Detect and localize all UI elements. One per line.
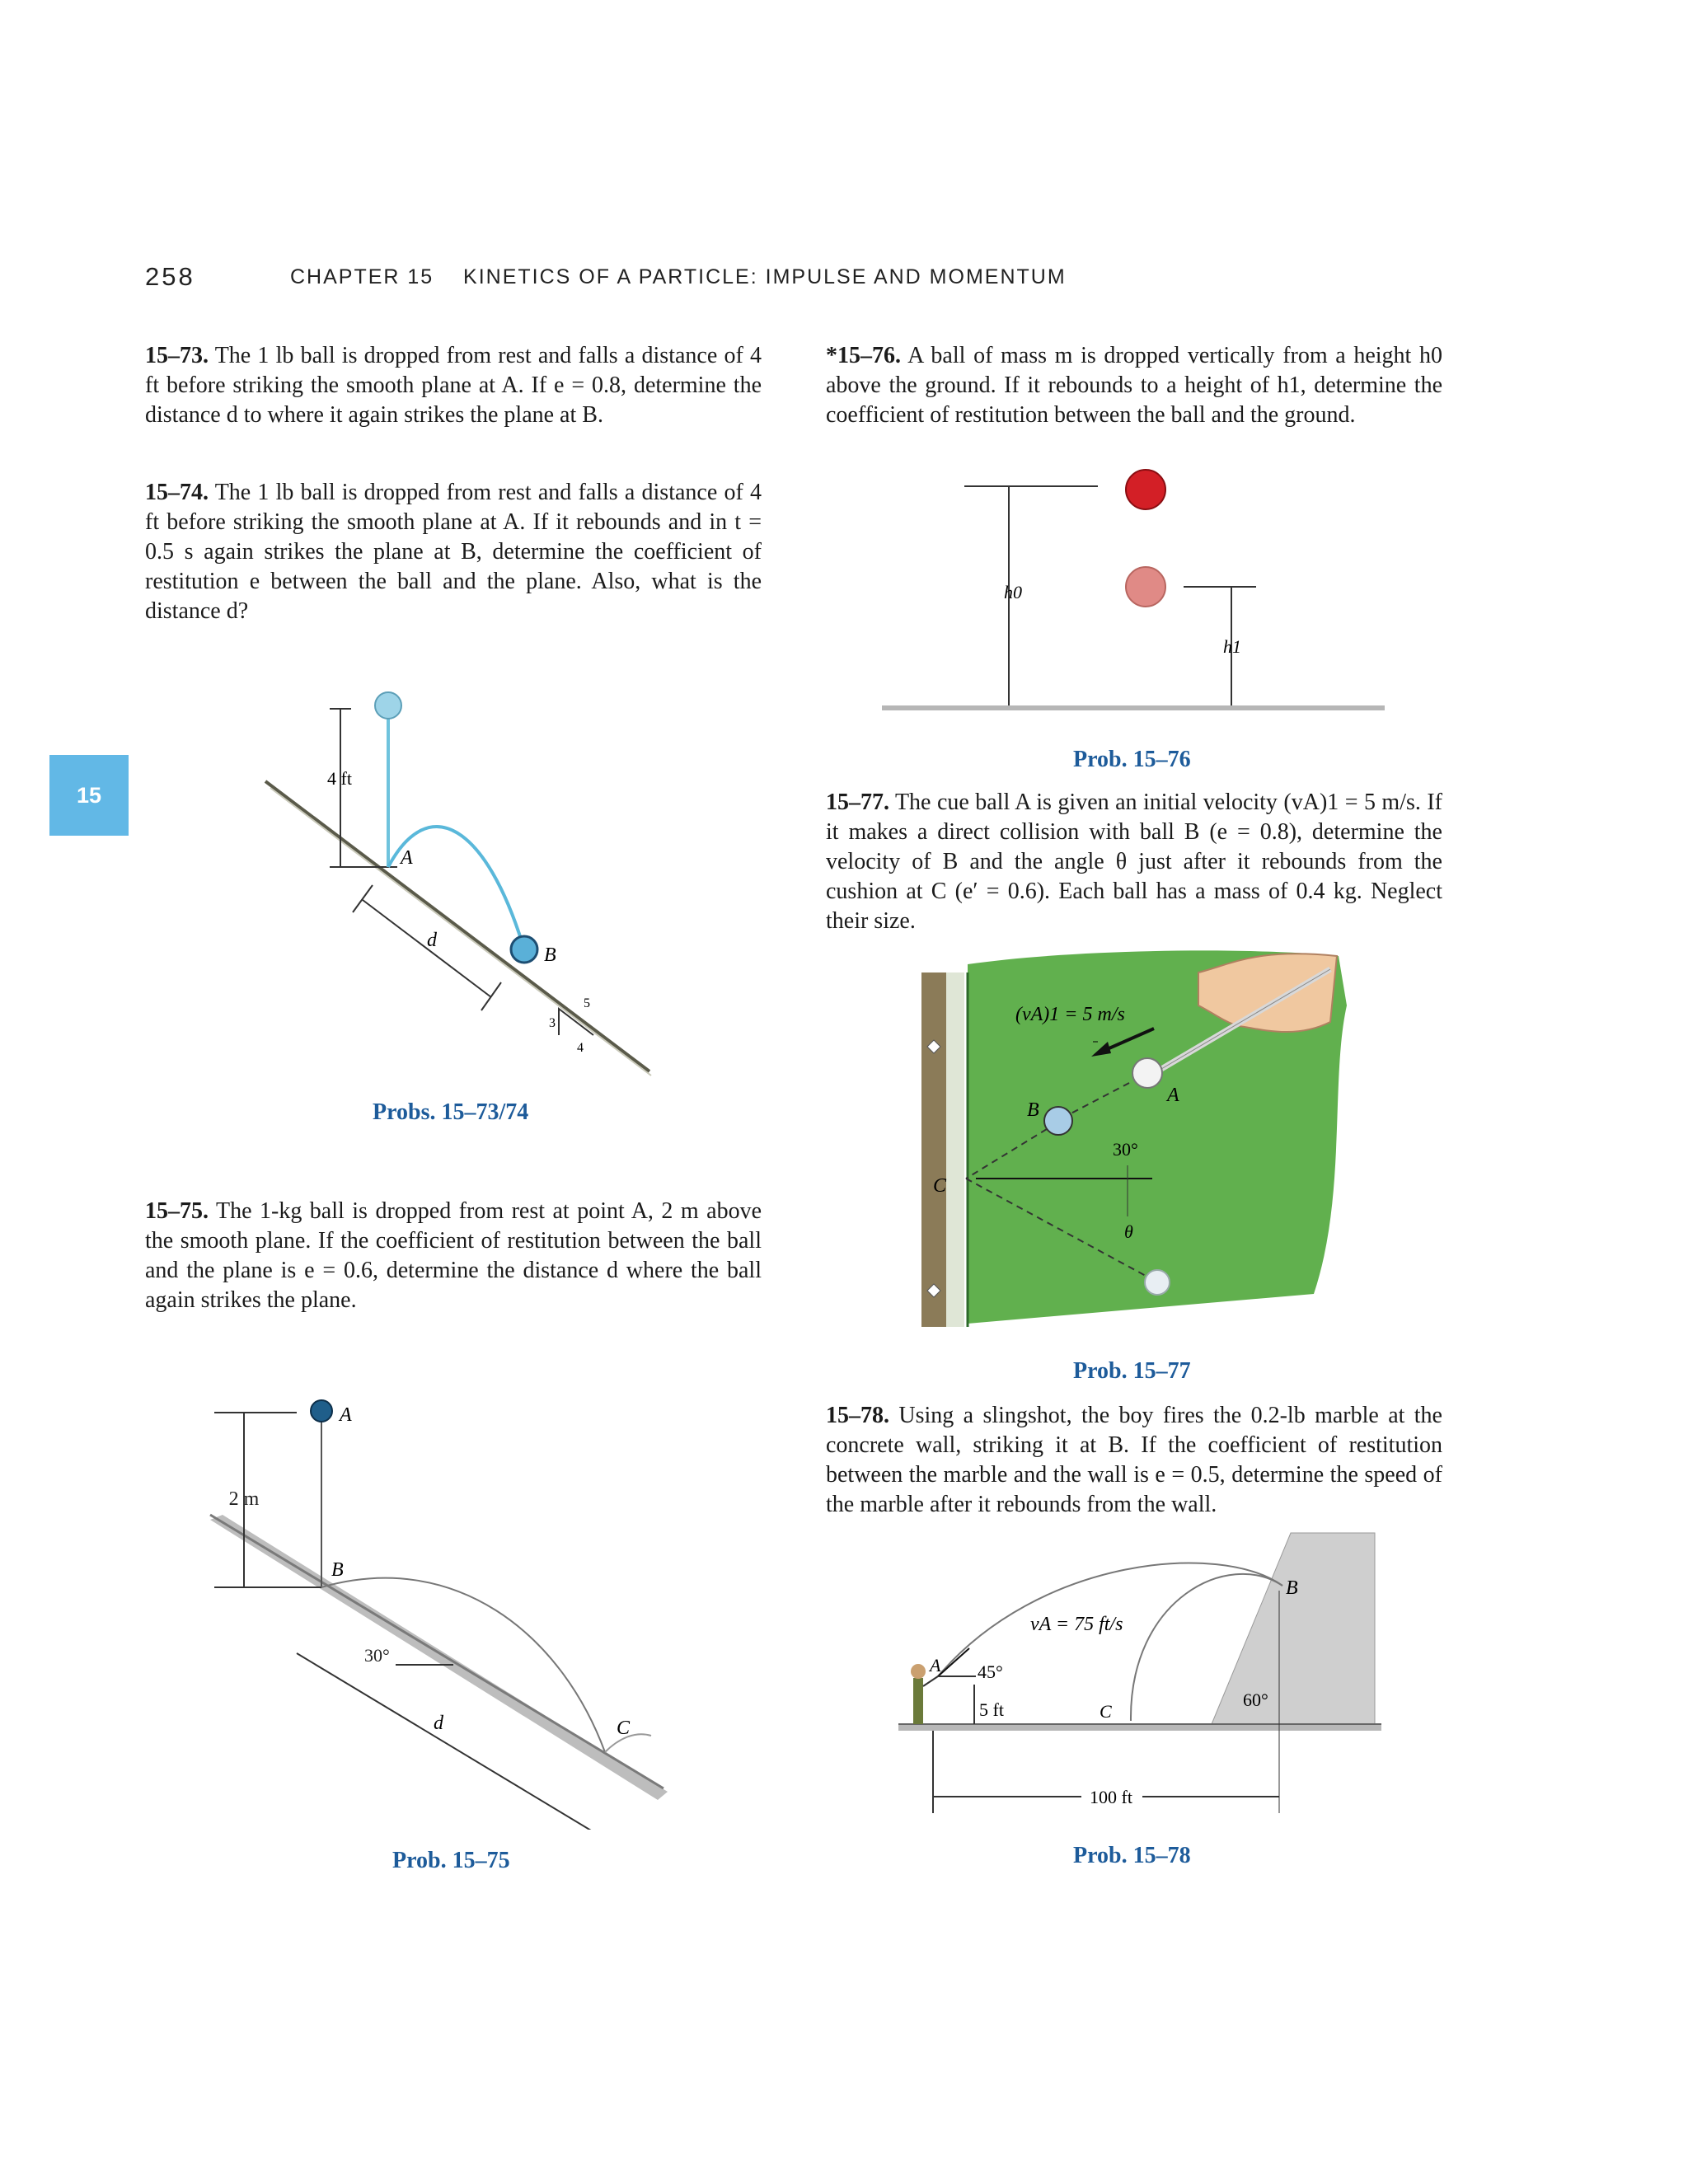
ball-initial [1126, 470, 1165, 509]
angle-theta-label: θ [1124, 1221, 1133, 1242]
problem-15-75 [145, 1197, 762, 1315]
problem-number: 15–74. [145, 480, 209, 505]
distance-label: d [434, 1713, 443, 1734]
chapter-side-tab: 15 [49, 755, 129, 836]
figure-15-75 [206, 1385, 717, 1830]
point-c-label: C [1100, 1701, 1112, 1722]
point-b-label: B [544, 944, 556, 966]
point-a-label: A [401, 847, 413, 869]
problem-text: The 1 lb ball is dropped from rest and falls a distance of 4 ft before striking the smooth plane at A. If e = 0.8, determine the distance d to where it again strikes the plane at B. [145, 343, 762, 428]
caption-15-75: Prob. 15–75 [392, 1848, 510, 1873]
problem-number: 15–78. [826, 1403, 889, 1428]
height-label: 5 ft [979, 1699, 1004, 1720]
height-label: 4 ft [327, 768, 352, 789]
angle-45-label: 45° [978, 1661, 1003, 1682]
problem-text: The 1 lb ball is dropped from rest and falls a distance of 4 ft before striking the smooth plane at A. If it rebounds and in t = 0.5 s again strikes the plane at B, determine the coefficient of restitution e between the ball and the plane. Also, what is the distance d? [145, 480, 762, 624]
height-label: 2 m [228, 1488, 260, 1510]
figure-15-76 [882, 462, 1393, 725]
slope-rise: 3 [549, 1016, 556, 1030]
caption-15-77: Prob. 15–77 [1073, 1358, 1191, 1384]
problem-15-73 [145, 341, 762, 430]
inclined-plane [265, 781, 649, 1071]
cue-ball-a [1132, 1058, 1162, 1088]
problem-text: Using a slingshot, the boy fires the 0.2-lb marble at the concrete wall, striking it at B. If the coefficient of restitution between the marble and the wall is e = 0.5, determine the speed of the marble after it rebounds from the wall. [826, 1403, 1442, 1517]
ground [882, 705, 1385, 710]
velocity-label: vA = 75 ft/s [1030, 1614, 1123, 1635]
point-c-label: C [617, 1718, 631, 1739]
distance-dimension [297, 1653, 595, 1830]
caption-15-73-74: Probs. 15–73/74 [373, 1099, 529, 1125]
distance-label: d [427, 930, 437, 951]
ball-b [1044, 1107, 1072, 1135]
chapter-title: KINETICS OF A PARTICLE: IMPULSE AND MOMENTUM [463, 265, 1067, 288]
table-rail [921, 972, 946, 1327]
h1-label: h1 [1223, 636, 1241, 657]
problem-15-78 [826, 1401, 1442, 1520]
problem-15-77 [826, 788, 1442, 936]
ball-initial [375, 692, 401, 719]
concrete-wall [1212, 1533, 1375, 1724]
ball-a [311, 1400, 332, 1422]
ground [898, 1724, 1381, 1731]
point-b-label: B [331, 1559, 344, 1581]
ball-at-b [511, 936, 537, 963]
angle-60-label: 60° [1243, 1690, 1268, 1710]
angle-30-label: 30° [1113, 1139, 1138, 1160]
caption-15-78: Prob. 15–78 [1073, 1843, 1191, 1868]
boy [913, 1678, 923, 1724]
slope-hyp: 5 [584, 996, 590, 1010]
point-b-label: B [1027, 1099, 1039, 1121]
problem-number: *15–76. [826, 343, 901, 368]
point-a-label: A [340, 1404, 352, 1426]
slope-triangle [559, 1009, 593, 1035]
cushion [946, 972, 964, 1327]
point-a-label: A [930, 1655, 941, 1675]
h0-label: h0 [1004, 582, 1022, 602]
problem-15-76 [826, 341, 1442, 430]
problem-15-74 [145, 478, 762, 626]
velocity-label: (vA)1 = 5 m/s [1015, 1004, 1125, 1025]
point-a-label: A [1167, 1085, 1179, 1106]
ball-rebound [1126, 567, 1165, 607]
problem-number: 15–73. [145, 343, 209, 368]
figure-15-77 [918, 948, 1347, 1327]
problem-number: 15–75. [145, 1198, 209, 1224]
figure-15-78 [890, 1525, 1385, 1838]
angle-label: 30° [364, 1645, 390, 1666]
ball-b-rebounded [1145, 1270, 1170, 1295]
problem-text: The 1-kg ball is dropped from rest at point A, 2 m above the smooth plane. If the coefficient of restitution between the ball and the plane is e = 0.6, determine the distance d where the ball again strikes the plane. [145, 1198, 762, 1313]
point-c-label: C [933, 1175, 947, 1197]
page-number: 258 [145, 262, 195, 291]
problem-text: A ball of mass m is dropped vertically from a height h0 above the ground. If it rebounds to a height of h1, determine the coefficient of restitution between the ball and the ground. [826, 343, 1442, 428]
problem-number: 15–77. [826, 790, 889, 815]
slope-run: 4 [577, 1041, 584, 1055]
caption-15-76: Prob. 15–76 [1073, 747, 1191, 772]
point-b-label: B [1286, 1577, 1298, 1599]
chapter-label: CHAPTER 15 [290, 265, 434, 288]
figure-15-73-74 [247, 684, 676, 1088]
distance-label: 100 ft [1090, 1787, 1132, 1807]
problem-text: The cue ball A is given an initial velocity (vA)1 = 5 m/s. If it makes a direct collision with ball B (e = 0.8), determine the velocity of B and the angle θ just after it rebounds from the cushion at C (e′ = 0.6). Each ball has a mass of 0.4 kg. Neglect their size. [826, 790, 1442, 934]
running-header [290, 265, 1067, 289]
